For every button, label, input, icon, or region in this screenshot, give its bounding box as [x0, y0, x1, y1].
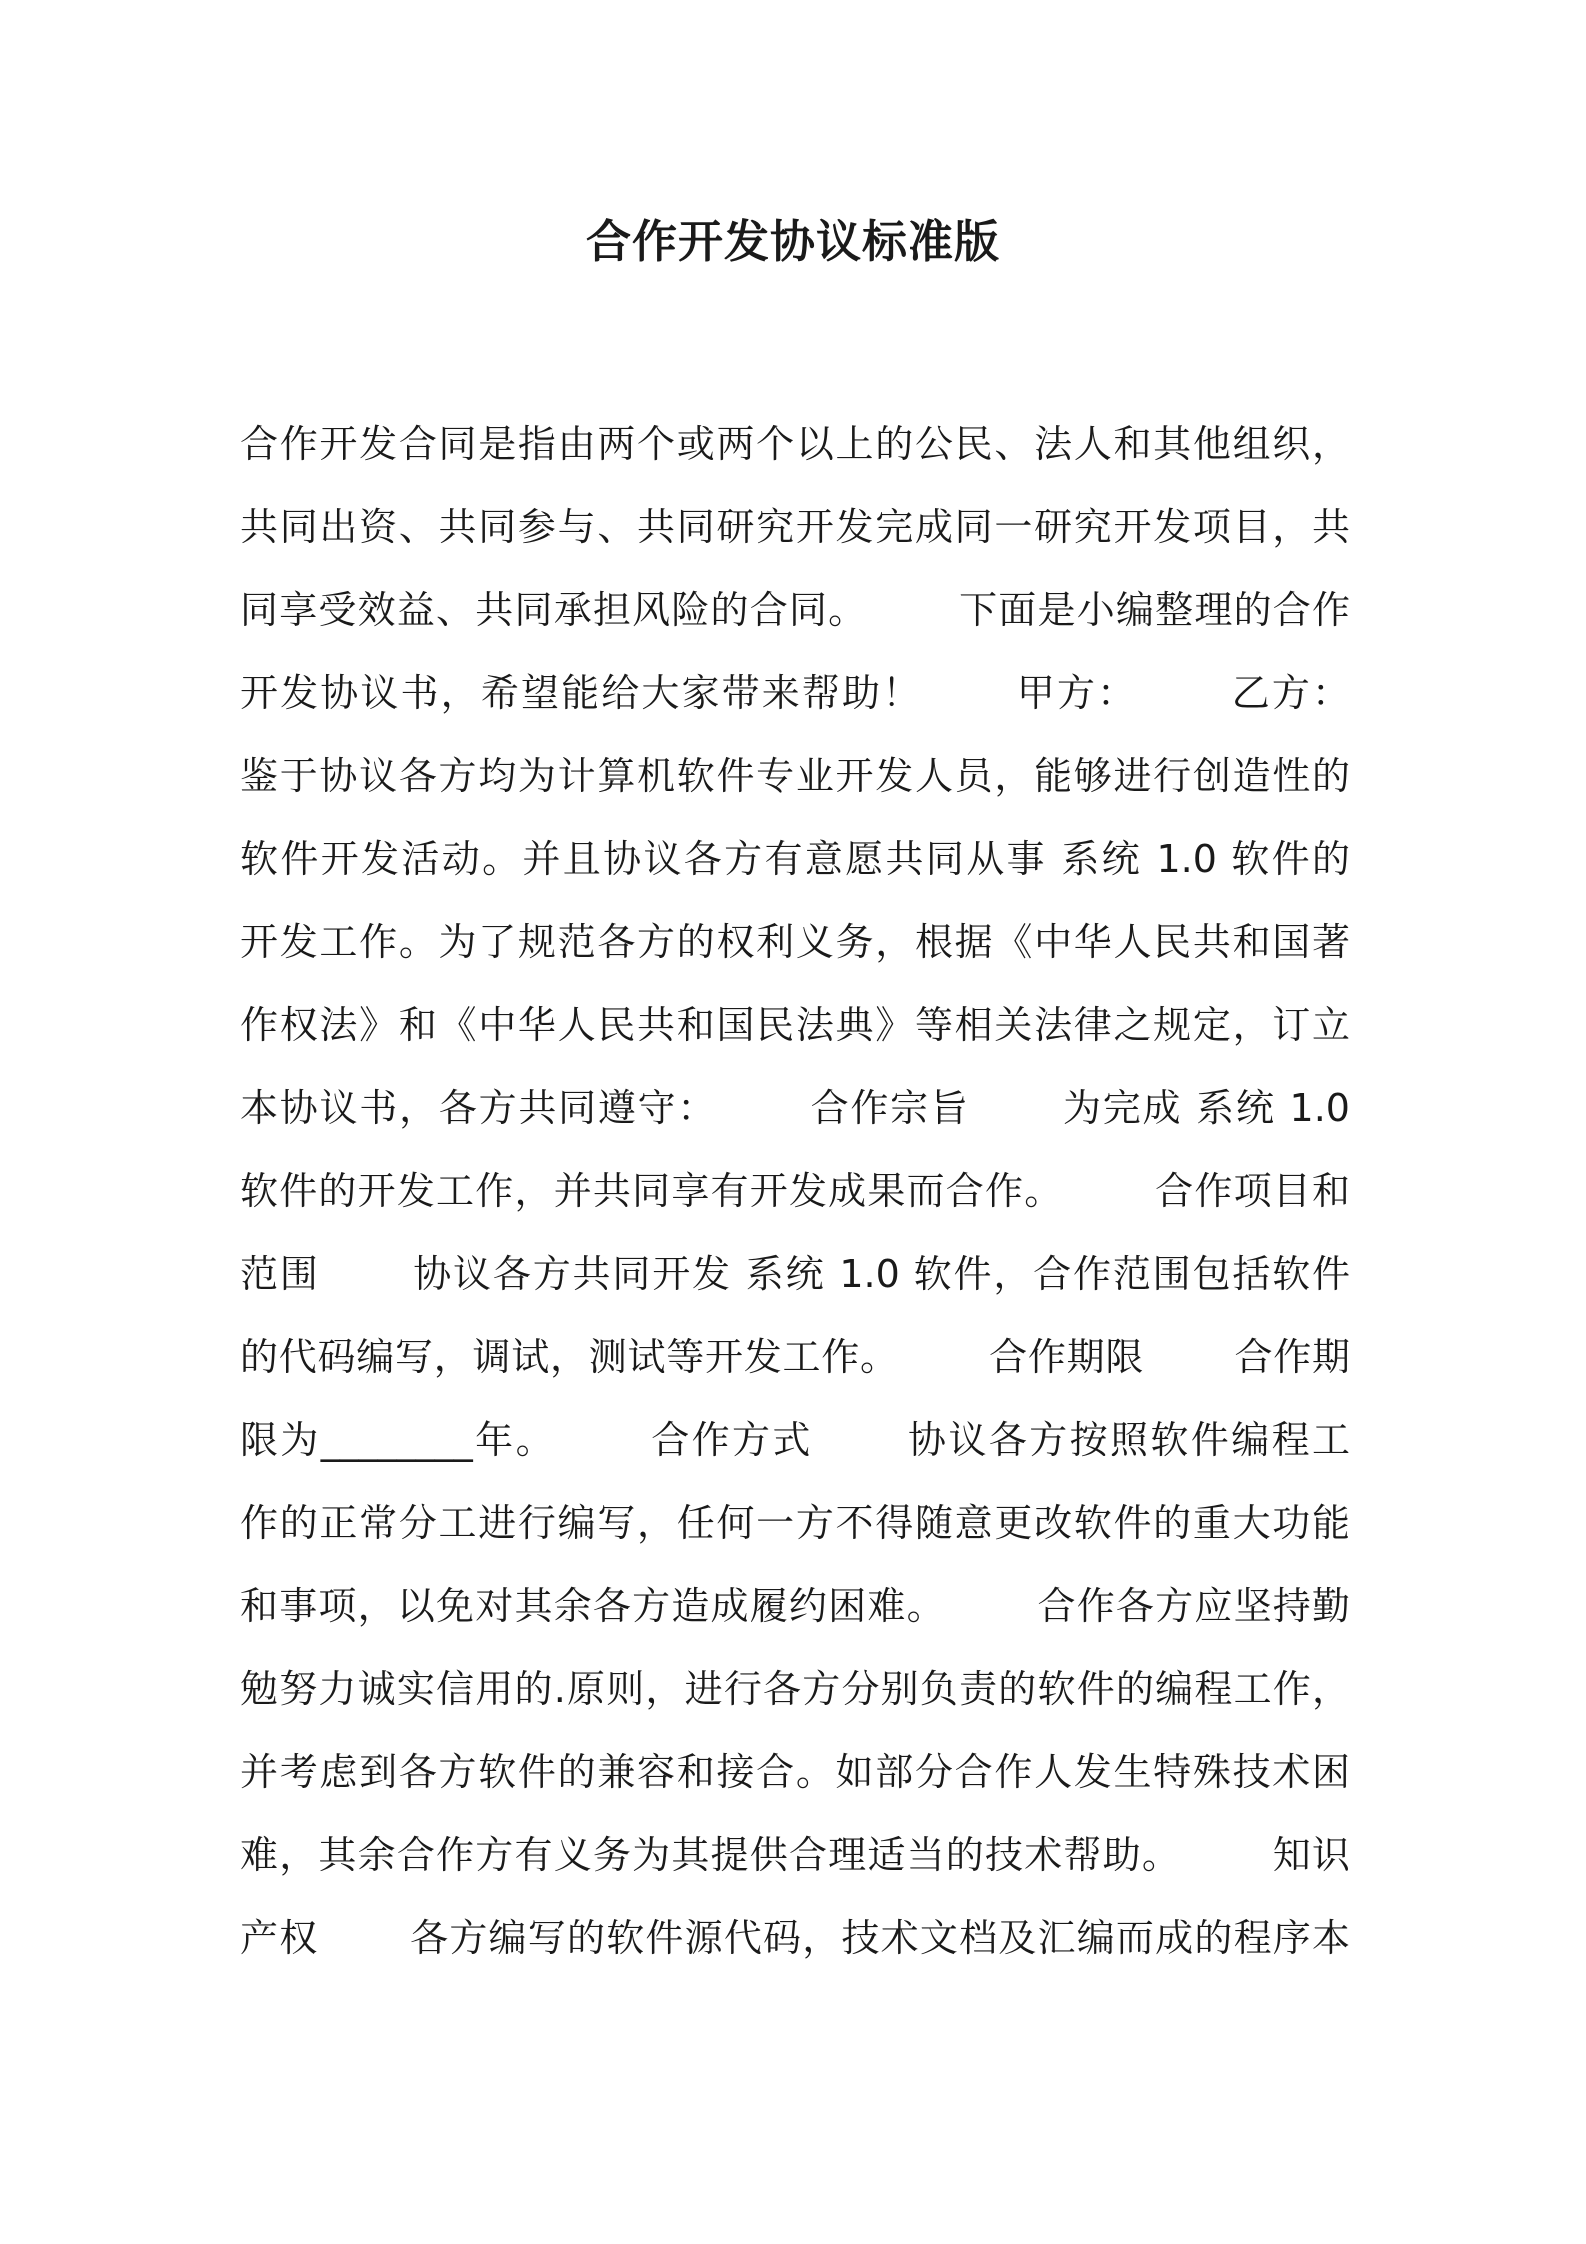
body-line-15: 和事项，以免对其余各方造成履约困难。 合作各方应坚持勤: [240, 1584, 1350, 1628]
body-line-19: 产权 各方编写的软件源代码，技术文档及汇编而成的程序本: [240, 1916, 1350, 1960]
body-line-12: 的代码编写，调试，测试等开发工作。 合作期限 合作期: [240, 1335, 1350, 1379]
body-line-10: 软件的开发工作，并共同享有开发成果而合作。 合作项目和: [240, 1169, 1350, 1213]
body-line-1: 合作开发合同是指由两个或两个以上的公民、法人和其他组织，: [240, 422, 1350, 466]
body-line-2: 共同出资、共同参与、共同研究开发完成同一研究开发项目，共: [240, 505, 1350, 549]
body-line-4: 开发协议书，希望能给大家带来帮助！ 甲方： 乙方：: [240, 671, 1350, 715]
document-title: 合作开发协议标准版: [585, 215, 1000, 268]
body-line-7: 开发工作。为了规范各方的权利义务，根据《中华人民共和国著: [240, 920, 1350, 964]
body-line-18: 难，其余合作方有义务为其提供合理适当的技术帮助。 知识: [240, 1833, 1350, 1877]
body-line-16: 勉努力诚实信用的.原则，进行各方分别负责的软件的编程工作，: [240, 1667, 1350, 1711]
body-line-13: 限为________年。 合作方式 协议各方按照软件编程工: [240, 1418, 1350, 1462]
body-line-9: 本协议书，各方共同遵守： 合作宗旨 为完成 系统 1.0: [240, 1086, 1350, 1130]
body-line-3: 同享受效益、共同承担风险的合同。 下面是小编整理的合作: [240, 588, 1350, 632]
body-line-11: 范围 协议各方共同开发 系统 1.0 软件，合作范围包括软件: [240, 1252, 1350, 1296]
body-line-17: 并考虑到各方软件的兼容和接合。如部分合作人发生特殊技术困: [240, 1750, 1350, 1794]
document-body: [240, 403, 1350, 1980]
body-line-5: 鉴于协议各方均为计算机软件专业开发人员，能够进行创造性的: [240, 754, 1350, 798]
body-line-14: 作的正常分工进行编写，任何一方不得随意更改软件的重大功能: [240, 1501, 1350, 1545]
body-line-8: 作权法》和《中华人民共和国民法典》等相关法律之规定，订立: [240, 1003, 1350, 1047]
body-line-6: 软件开发活动。并且协议各方有意愿共同从事 系统 1.0 软件的: [240, 837, 1350, 881]
